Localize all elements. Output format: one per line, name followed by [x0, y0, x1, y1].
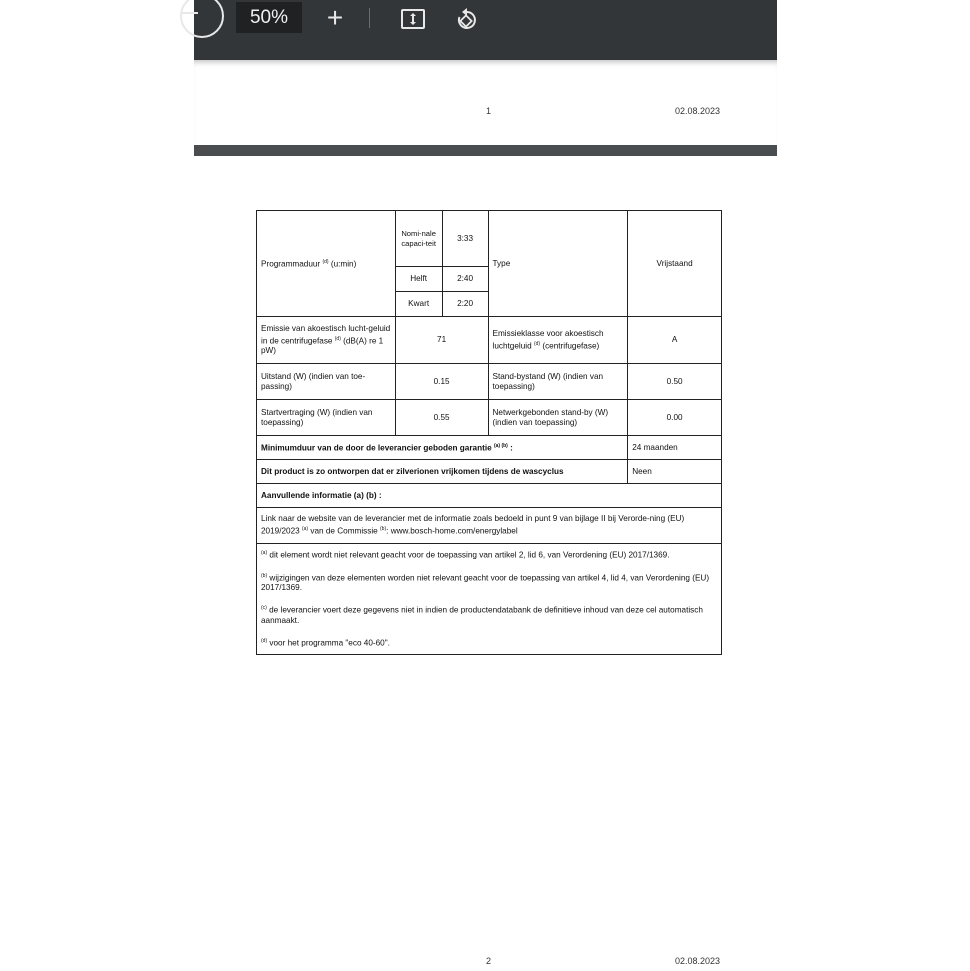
delay-start-value: 0.55: [395, 400, 488, 436]
silver-ions-label: Dit product is zo ontworpen dat er zilverionen vrijkomen tijdens de wascyclus: [257, 460, 628, 484]
footnote-a: $^{(a)}$ dit element wordt niet relevant geacht voor de toepassing van artikel 2, lid 6, van Verordening (EU) 2017/1369.: [261, 550, 670, 560]
standby-value: 0.50: [628, 364, 722, 400]
footnotes: [257, 544, 722, 655]
page-1-footer: [194, 60, 777, 145]
nominal-capacity-label: Nomi-nale capaci-teit: [395, 211, 442, 267]
type-value: Vrijstaand: [628, 211, 722, 317]
off-mode-value: 0.15: [395, 364, 488, 400]
delay-start-label: Startvertraging (W) (indien van toepassing): [257, 400, 396, 436]
half-label: Helft: [395, 267, 442, 292]
warranty-label: Minimumduur van de door de leverancier geboden garantie $^{(a) (b)}$ :: [257, 436, 628, 460]
page-gap: [194, 145, 777, 156]
fit-page-icon[interactable]: [399, 5, 427, 33]
network-standby-label: Netwerkgebonden stand-by (W) (indien van toepassing): [488, 400, 628, 436]
page-date: 02.08.2023: [675, 956, 721, 966]
additional-info-heading: Aanvullende informatie (a) (b) :: [257, 484, 722, 508]
rotate-icon[interactable]: [453, 5, 481, 33]
network-standby-value: 0.00: [628, 400, 722, 436]
footnote-b: $^{(b)}$ wijzigingen van deze elementen worden niet relevant geacht voor de toepassing van artikel 4, lid 4, van Verordening (EU) 2017/1369.: [261, 572, 710, 593]
zoom-in-button[interactable]: [324, 4, 346, 32]
energy-info-table: [256, 210, 722, 655]
quarter-label: Kwart: [395, 292, 442, 317]
page-number: 1: [486, 106, 492, 116]
noise-emission-label: Emissie van akoestisch lucht-geluid in de centrifugefase $^{(d)}$ (dB(A) re 1 pW): [257, 317, 396, 364]
footnote-d: $^{(d)}$ voor het programma "eco 40-60".: [261, 638, 390, 648]
zoom-level-input[interactable]: 50%: [236, 2, 302, 33]
nominal-capacity-value: 3:33: [442, 211, 488, 267]
zoom-out-button[interactable]: [180, 0, 224, 38]
footnote-c: $^{(c)}$ de leverancier voert deze gegevens niet in indien de productendatabank de definitieve inhoud van deze cel automatisch aanmaakt.: [261, 605, 703, 626]
warranty-value: 24 maanden: [628, 436, 722, 460]
program-duration-label: Programmaduur $^{(d)}$ (u:min): [257, 211, 396, 317]
supplier-link-info: Link naar de website van de leverancier met de informatie zoals bedoeld in punt 9 van bijlage II bij Verorde-ning (EU) 2019/2023 $^{(a)}$ van de Commissie $^{(b)}$: www.bosch-home.com/energylabel: [257, 508, 722, 544]
off-mode-label: Uitstand (W) (indien van toe-passing): [257, 364, 396, 400]
type-label: Type: [488, 211, 628, 317]
standby-label: Stand-bystand (W) (indien van toepassing): [488, 364, 628, 400]
page-number: 2: [486, 956, 492, 966]
noise-class-label: Emissieklasse voor akoestisch luchtgeluid $^{(d)}$ (centrifugefase): [488, 317, 628, 364]
half-value: 2:40: [442, 267, 488, 292]
page-date: 02.08.2023: [675, 106, 721, 116]
noise-emission-value: 71: [395, 317, 488, 364]
page-2: [194, 156, 777, 971]
zoom-out-icon: [182, 12, 198, 14]
noise-class-value: A: [628, 317, 722, 364]
silver-ions-value: Neen: [628, 460, 722, 484]
zoom-in-icon: +: [326, 2, 344, 33]
toolbar-separator: [369, 8, 370, 28]
quarter-value: 2:20: [442, 292, 488, 317]
pdf-toolbar: [194, 0, 777, 60]
pdf-viewer: [194, 0, 777, 971]
